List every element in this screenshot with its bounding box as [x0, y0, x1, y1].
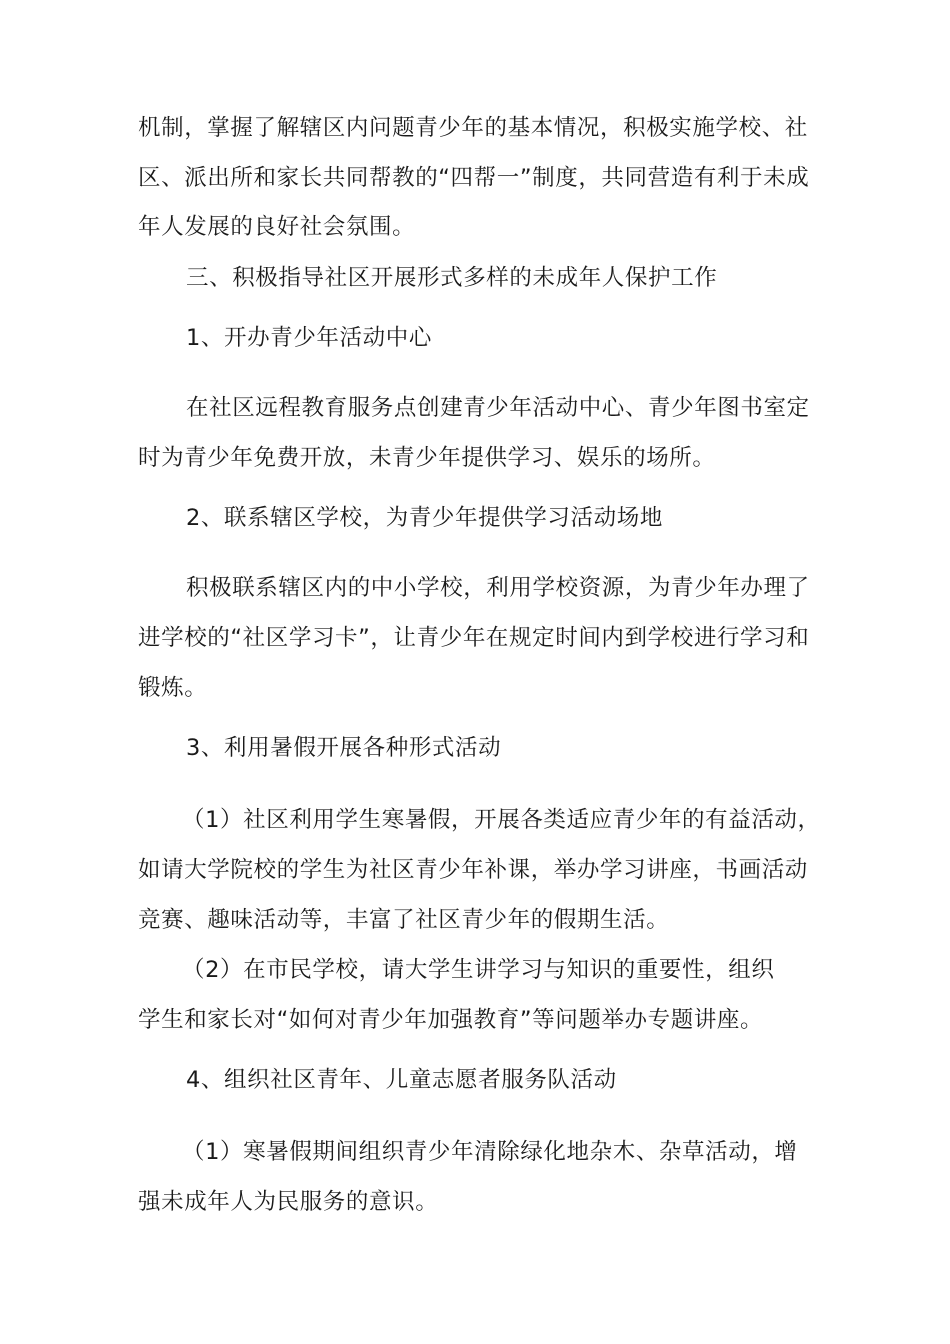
- section-heading: 三、积极指导社区开展形式多样的未成年人保护工作: [186, 265, 718, 291]
- subsection-heading: 2、联系辖区学校，为青少年提供学习活动场地: [186, 505, 663, 531]
- paragraph-line: 进学校的“社区学习卡”，让青少年在规定时间内到学校进行学习和: [138, 625, 810, 651]
- paragraph-line: 在社区远程教育服务点创建青少年活动中心、青少年图书室定: [186, 395, 810, 421]
- subsection-heading: 3、利用暑假开展各种形式活动: [186, 735, 502, 761]
- paragraph-line: （1）寒暑假期间组织青少年清除绿化地杂木、杂草活动，增: [182, 1139, 798, 1165]
- paragraph-line: 如请大学院校的学生为社区青少年补课，举办学习讲座，书画活动: [138, 857, 808, 883]
- paragraph-line: 积极联系辖区内的中小学校，利用学校资源，为青少年办理了: [186, 575, 810, 601]
- paragraph-line: （1）社区利用学生寒暑假，开展各类适应青少年的有益活动，: [182, 807, 821, 833]
- subsection-heading: 4、组织社区青年、儿童志愿者服务队活动: [186, 1067, 617, 1093]
- subsection-heading: 1、开办青少年活动中心: [186, 325, 432, 351]
- paragraph-line: 区、派出所和家长共同帮教的“四帮一”制度，共同营造有利于未成: [138, 165, 810, 191]
- paragraph-line: 学生和家长对“如何对青少年加强教育”等问题举办专题讲座。: [138, 1007, 764, 1033]
- paragraph-line: （2）在市民学校，请大学生讲学习与知识的重要性，组织: [182, 957, 775, 983]
- paragraph-line: 强未成年人为民服务的意识。: [138, 1189, 439, 1215]
- paragraph-line: 竞赛、趣味活动等，丰富了社区青少年的假期生活。: [138, 907, 670, 933]
- paragraph-line: 锻炼。: [138, 675, 208, 701]
- paragraph-line: 时为青少年免费开放，未青少年提供学习、娱乐的场所。: [138, 445, 716, 471]
- paragraph-line: 机制，掌握了解辖区内问题青少年的基本情况，积极实施学校、社: [138, 115, 808, 141]
- paragraph-line: 年人发展的良好社会氛围。: [138, 214, 416, 240]
